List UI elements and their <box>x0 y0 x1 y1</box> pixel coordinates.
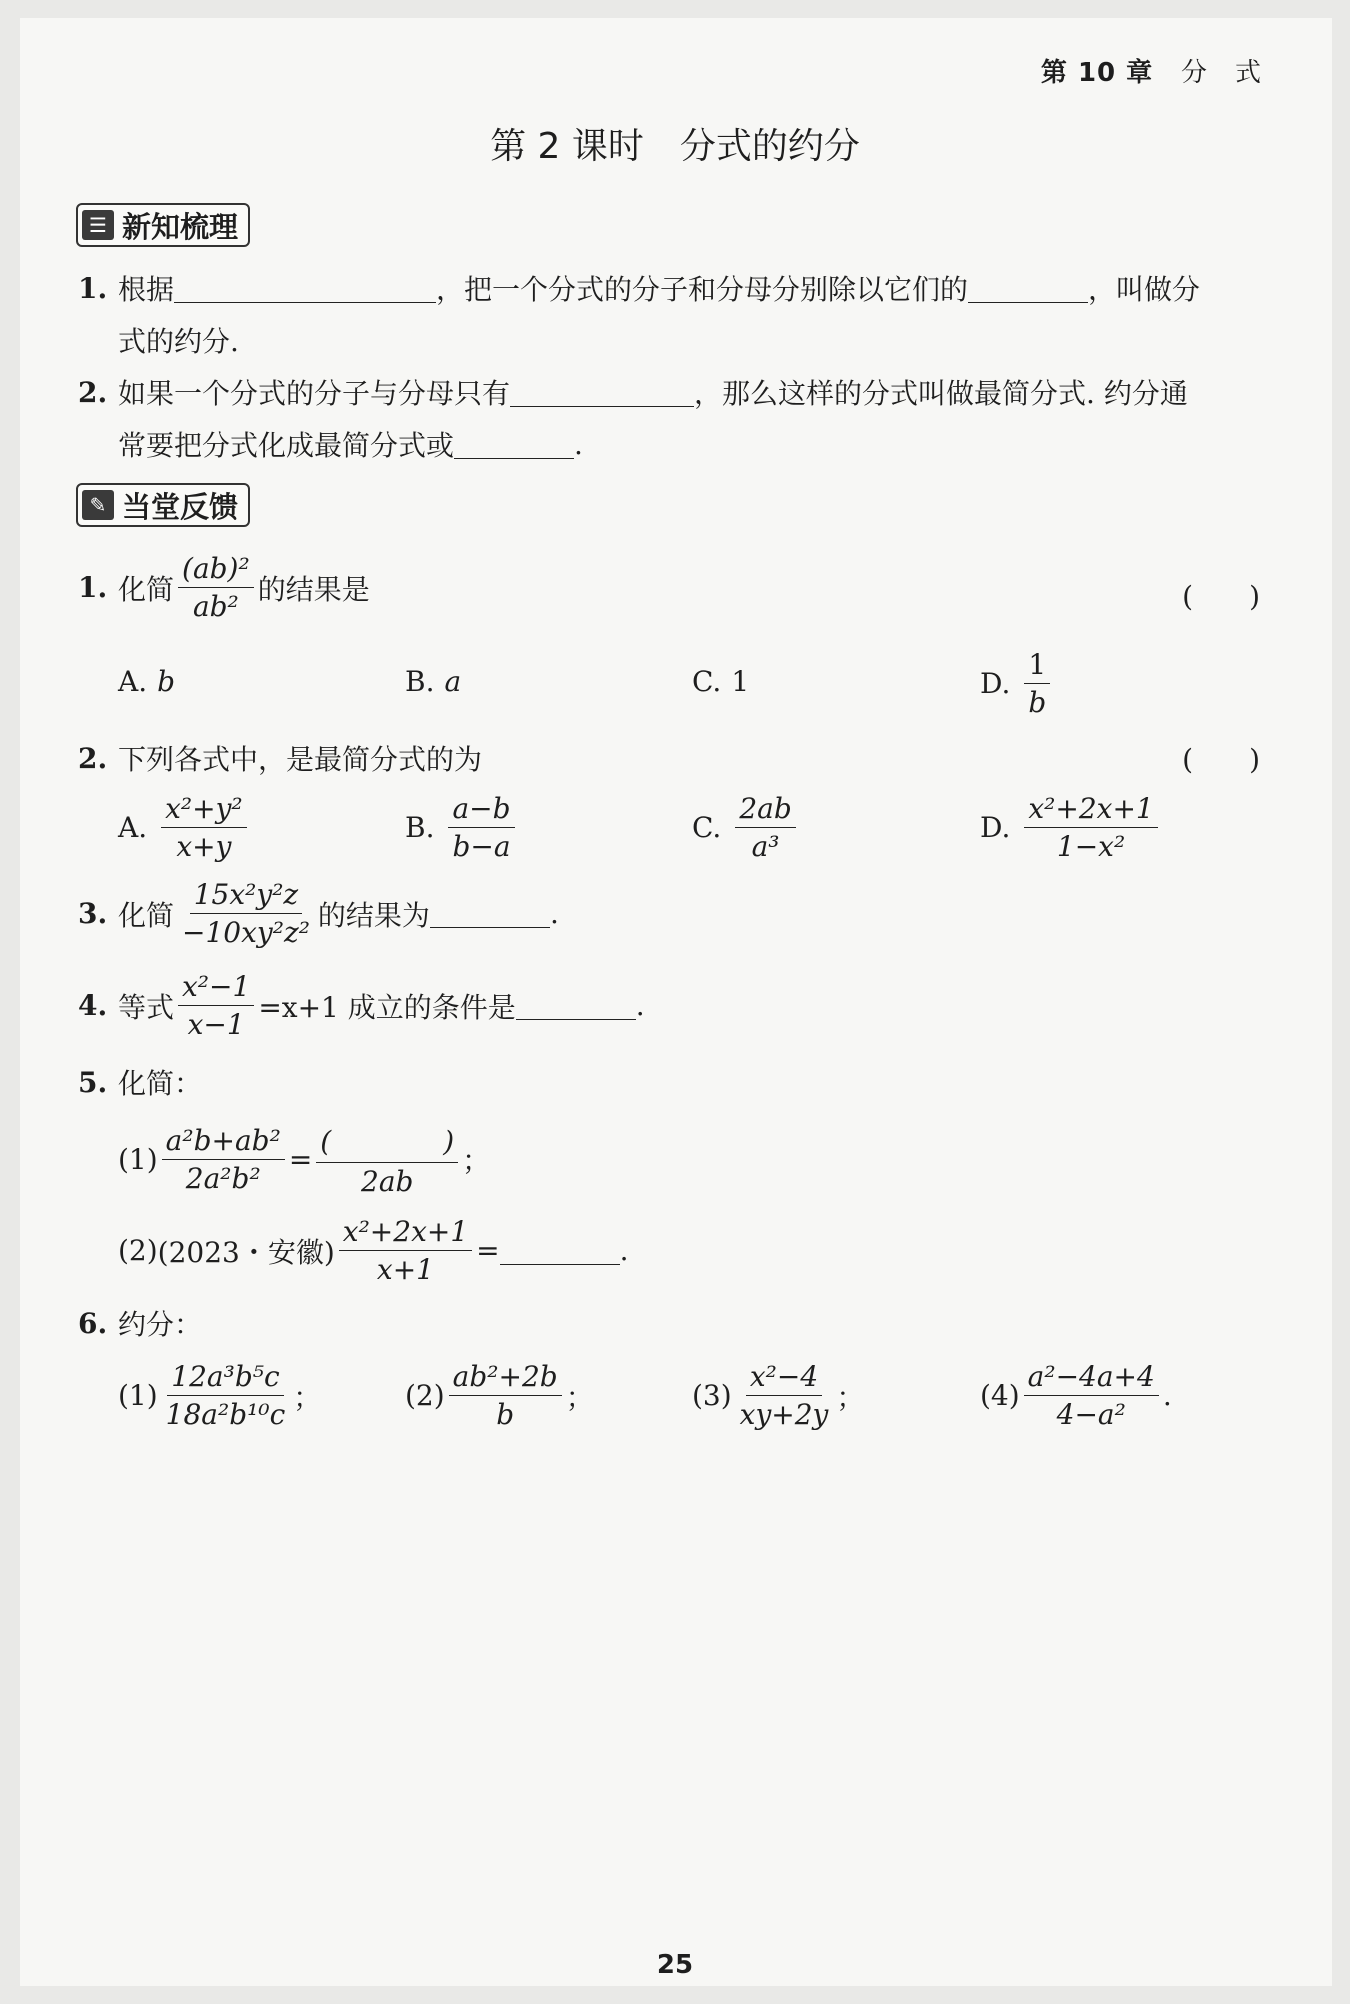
text: ； <box>293 1380 322 1414</box>
denominator: 1−x² <box>1056 830 1126 863</box>
book-icon: ☰ <box>82 210 114 240</box>
numerator: 12a³b⁵c <box>167 1360 283 1396</box>
fraction <box>161 792 247 863</box>
item-number: 2. <box>78 375 108 409</box>
denominator: 18a²b¹⁰c <box>165 1398 286 1431</box>
option-label: B. <box>405 811 435 844</box>
answer-blank[interactable] <box>968 274 1088 303</box>
denominator: −10xy²z² <box>182 916 310 949</box>
denominator: 4−a² <box>1056 1398 1126 1431</box>
option-label: B. <box>405 665 435 698</box>
part-tag: (1) <box>118 1142 158 1176</box>
question-2 <box>78 738 482 778</box>
denominator: x−1 <box>187 1008 245 1041</box>
numerator: ab²+2b <box>449 1360 562 1396</box>
option-value: 1 <box>731 665 750 698</box>
fraction <box>1024 648 1050 719</box>
fraction <box>162 1124 285 1195</box>
numerator: x²+y² <box>161 792 247 828</box>
denominator: x+1 <box>376 1253 434 1286</box>
numerator: x²−4 <box>746 1360 822 1396</box>
option-d[interactable] <box>980 792 1162 863</box>
text: 的结果为 <box>317 898 430 932</box>
knowledge-item-2 <box>78 372 1188 412</box>
question-6-part-2 <box>405 1360 594 1431</box>
denominator: b <box>1028 686 1047 719</box>
answer-blank[interactable] <box>174 274 436 303</box>
answer-blank[interactable] <box>510 378 694 407</box>
text: ，叫做分 <box>1088 273 1201 306</box>
text: ； <box>565 1380 594 1414</box>
answer-blank[interactable] <box>500 1236 620 1265</box>
fraction <box>735 792 795 863</box>
numerator-blank[interactable]: ( ) <box>316 1120 458 1163</box>
item-number: 2. <box>78 741 108 775</box>
text: . <box>1162 1379 1172 1412</box>
question-5 <box>78 1062 202 1102</box>
option-c[interactable] <box>692 665 749 698</box>
text: 约分： <box>118 1308 203 1341</box>
text: . <box>635 989 645 1022</box>
text: ，把一个分式的分子和分母分别除以它们的 <box>436 273 969 306</box>
text: 式的约分. <box>118 325 239 358</box>
fraction <box>1024 792 1157 863</box>
question-1 <box>78 552 370 623</box>
fraction <box>178 552 254 623</box>
option-label: D. <box>980 667 1011 700</box>
knowledge-item-1-cont <box>118 320 239 360</box>
section-feedback <box>76 483 250 527</box>
text: . <box>549 897 559 930</box>
numerator: 15x²y²z <box>190 878 302 914</box>
question-6-part-3 <box>692 1360 864 1431</box>
numerator: x²+2x+1 <box>1024 792 1157 828</box>
text: 化简 <box>118 898 175 932</box>
chapter-topic: 分 式 <box>1180 58 1262 88</box>
option-b[interactable] <box>405 665 461 698</box>
question-5-part-1 <box>118 1120 490 1198</box>
numerator: a²b+ab² <box>162 1124 285 1160</box>
section-new-knowledge <box>76 203 250 247</box>
answer-paren[interactable]: ( ) <box>1182 743 1260 776</box>
source-tag: (2023・安徽) <box>157 1235 335 1269</box>
text: ； <box>462 1144 491 1177</box>
option-label: A. <box>118 811 148 844</box>
text: 化简： <box>118 1067 203 1100</box>
section-label: 当堂反馈 <box>122 489 239 524</box>
part-tag: (3) <box>692 1379 732 1412</box>
option-c[interactable] <box>692 792 800 863</box>
numerator: x²+2x+1 <box>339 1215 472 1251</box>
fraction <box>339 1215 472 1286</box>
denominator: xy+2y <box>739 1398 829 1431</box>
section-label: 新知梳理 <box>122 209 239 244</box>
item-number: 1. <box>78 571 108 604</box>
option-d[interactable] <box>980 648 1054 719</box>
item-number: 1. <box>78 271 108 305</box>
text: 根据 <box>118 273 175 306</box>
text: = <box>288 1142 313 1176</box>
question-4 <box>78 970 645 1041</box>
item-number: 5. <box>78 1065 108 1099</box>
fraction-blank[interactable] <box>316 1120 458 1198</box>
answer-blank[interactable] <box>430 899 550 928</box>
option-label: C. <box>692 811 722 844</box>
denominator: b <box>496 1398 515 1431</box>
option-value: b <box>157 665 176 698</box>
question-3 <box>78 878 559 949</box>
fraction <box>449 1360 562 1431</box>
item-number: 4. <box>78 989 108 1022</box>
option-label: C. <box>692 665 722 698</box>
answer-paren[interactable]: ( ) <box>1182 580 1260 613</box>
chapter-number: 第 10 章 <box>1040 58 1154 88</box>
fraction <box>448 792 514 863</box>
text: . <box>619 1234 629 1267</box>
fraction <box>1024 1360 1159 1431</box>
pencil-icon: ✎ <box>82 490 114 520</box>
lesson-title: 第 2 课时 分式的约分 <box>490 126 860 167</box>
fraction <box>162 1360 290 1431</box>
numerator: 2ab <box>735 792 795 828</box>
text: 下列各式中，是最简分式的为 <box>118 743 483 776</box>
option-b[interactable] <box>405 792 519 863</box>
text: . <box>574 427 583 461</box>
denominator: a³ <box>751 830 780 863</box>
option-label: D. <box>980 811 1011 844</box>
question-6-part-4 <box>980 1360 1172 1431</box>
answer-blank[interactable] <box>454 430 574 459</box>
numerator: x²−1 <box>178 970 254 1006</box>
knowledge-item-2-cont <box>118 424 583 464</box>
option-a[interactable] <box>118 665 175 698</box>
text: 的结果是 <box>257 572 370 606</box>
denominator: ab² <box>192 590 239 623</box>
text: 等式 <box>118 990 175 1024</box>
denominator: b−a <box>452 830 511 863</box>
option-label: A. <box>118 665 148 698</box>
item-number: 6. <box>78 1306 108 1340</box>
text: =x+1 成立的条件是 <box>258 990 516 1024</box>
text: ，那么这样的分式叫做最简分式. 约分通 <box>694 377 1188 410</box>
option-a[interactable] <box>118 792 251 863</box>
text: 常要把分式化成最简分式或 <box>118 429 455 462</box>
denominator: 2ab <box>361 1165 414 1198</box>
numerator: a²−4a+4 <box>1024 1360 1159 1396</box>
numerator: (ab)² <box>178 552 254 588</box>
fraction <box>736 1360 833 1431</box>
chapter-header <box>1041 52 1262 89</box>
page-number: 25 <box>656 1950 694 1980</box>
option-value: a <box>444 665 462 698</box>
denominator: 2a²b² <box>185 1161 261 1195</box>
denominator: x+y <box>176 830 232 863</box>
fraction <box>178 970 254 1041</box>
question-6-part-1 <box>118 1360 321 1431</box>
answer-blank[interactable] <box>516 991 636 1020</box>
question-6 <box>78 1303 202 1343</box>
part-tag: (2) <box>118 1234 158 1267</box>
numerator: a−b <box>448 792 514 828</box>
text: = <box>476 1234 500 1267</box>
part-tag: (4) <box>980 1379 1020 1412</box>
knowledge-item-1 <box>78 268 1200 308</box>
part-tag: (1) <box>118 1379 158 1412</box>
question-5-part-2 <box>118 1215 629 1286</box>
item-number: 3. <box>78 897 108 930</box>
numerator: 1 <box>1024 648 1050 684</box>
text: 如果一个分式的分子与分母只有 <box>118 377 511 410</box>
fraction <box>178 878 314 949</box>
text: 化简 <box>118 572 175 606</box>
part-tag: (2) <box>405 1379 445 1412</box>
text: ； <box>836 1380 865 1414</box>
